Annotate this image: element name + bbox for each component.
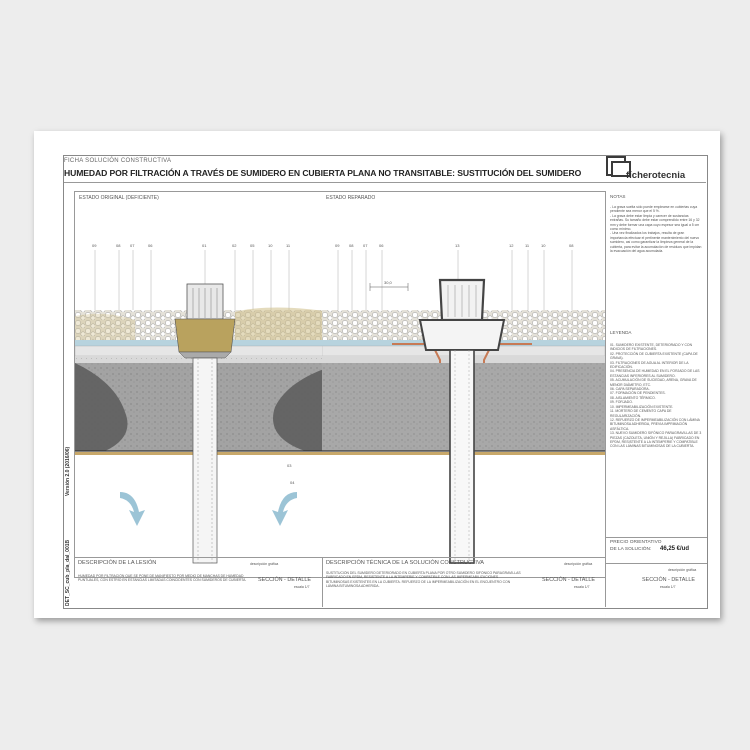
marker-label: 06 — [379, 243, 384, 248]
legend-label: LEYENDA — [610, 330, 632, 335]
logo-text: fícherotecnia — [626, 170, 686, 181]
price-label: PRECIO ORIENTATIVO — [610, 540, 662, 545]
price-label-2: DE LA SOLUCIÓN: — [610, 547, 652, 552]
side-code: DET_SC_cub_pla_dal_001B — [65, 539, 71, 606]
repaired-section-drawing — [322, 192, 605, 577]
notes-divider — [606, 563, 707, 564]
repaired-state-panel — [322, 191, 606, 578]
legend-text: 01. SUMIDERO EXISTENTE, DETERIORADO Y CON INDICIOS DE FILTRACIONES. 02. PROTECCIÓN DE CUBIERTA EXISTENTE (CAPA DE GRAVA). 03. FILTRACIONES DE AGUA AL INTERIOR DE LA EDIFICACIÓN. 04. PRESENCIA DE HUMEDAD EN EL FORJADO DE LAS ESTANCIAS INFERIORES AL SUMIDERO. 05. ACUMULACIÓN DE SUCIEDAD, ARENA, GRAVA DE MENOR DIÁMETRO, ETC. 06. CAPA SEPARADORA. 07. FORMACIÓN DE PENDIENTES. 08. AISLAMIENTO TÉRMICO. 09. FORJADO. 10. IMPERMEABILIZACIÓN EXISTENTE. 11. MORTERO DE CEMENTO CAPA DE REGULARIZACIÓN. 12. REFUERZO DE IMPERMEABILIZACIÓN CON LÁMINA BITUMINOSA ADHERIDA, PREVIA IMPRIMACIÓN ASFÁLTICA. 13. NUEVO SUMIDERO SIFÓNICO PARAGRAVILLAS DE 3 PIEZAS (CAZOLETA, UNIÓN Y REJILLA) FABRICADO EN EPDM, RESISTENTE A LA INTEMPERIE Y COMPATIBLE CON LAS LÁMINAS BITUMINOSAS DE LA CUBIERTA. — [610, 343, 702, 449]
lesion-scale-label: escala 1/7 — [294, 585, 310, 589]
marker-label: 10 — [541, 243, 546, 248]
notes-section-label: SECCIÓN - DETALLE — [642, 577, 695, 583]
solution-section-label: SECCIÓN - DETALLE — [542, 577, 595, 583]
marker-label: 11 — [525, 243, 530, 248]
original-section-drawing — [75, 192, 343, 577]
notes-text: - La grava suelta sólo puede emplearse en cubiertas cuya pendiente sea menor que el 5 %. - La grava debe estar limpia y carecer de sustancias extrañas. Su tamaño debe estar comprendido entre 16 y 32 mm y debe formar una capa cuyo espesor sea igual a 5 cm como mínimo. - Una vez finalizados los trabajos, resulta de gran importancia efectuar el pertinente mantenimiento del nuevo sumidero, así como garantizar la limpieza general de la cubierta, para evitar la acumulación de residuos que impidan la evacuación del agua acumulada. — [610, 205, 702, 254]
solution-graphic-desc: descripción gráfica — [564, 562, 593, 566]
svg-text:04: 04 — [290, 480, 295, 485]
marker-label: 06 — [148, 243, 153, 248]
lesion-text: HUMEDAD POR FILTRACIÓN QUE SE PONE DE MANIFIESTO POR MEDIO DE MANCHAS DE HUMEDAD PUNTUALES, CON ESTRÍO EN ESTANCIAS LIMITADAS COINCIDENTES CON SUMIDEROS DE CUBIERTA. — [78, 574, 247, 583]
lesion-heading: DESCRIPCIÓN DE LA LESIÓN — [78, 560, 157, 566]
notes-graphic-desc: descripción gráfica — [668, 568, 697, 572]
document-sheet — [34, 131, 720, 618]
marker-label: 05 — [250, 243, 255, 248]
marker-label: 13 — [455, 243, 460, 248]
lesion-section-label: SECCIÓN - DETALLE — [258, 577, 311, 583]
sheet-subtitle: FICHA SOLUCIÓN CONSTRUCTIVA — [64, 158, 172, 164]
marker-label: 10 — [268, 243, 273, 248]
original-state-panel — [74, 191, 344, 578]
lesion-graphic-desc: descripción gráfica — [250, 562, 279, 566]
solution-heading: DESCRIPCIÓN TÉCNICA DE LA SOLUCIÓN CONSTRUCTIVA — [326, 560, 484, 566]
bottom-mid-divider — [322, 557, 323, 607]
side-version: Versión 2.0 (2016/06) — [65, 446, 71, 496]
bottom-divider — [74, 557, 605, 558]
repaired-state-label: ESTADO REPARADO — [326, 195, 376, 201]
marker-label: 08 — [569, 243, 574, 248]
price-divider — [606, 537, 707, 538]
original-state-label: ESTADO ORIGINAL (DEFICIENTE) — [79, 195, 159, 201]
marker-label: 08 — [116, 243, 121, 248]
marker-label: 07 — [363, 243, 368, 248]
notes-label: NOTAS — [610, 194, 626, 199]
svg-text:03: 03 — [287, 463, 292, 468]
marker-label: 01 — [202, 243, 207, 248]
marker-label: 12 — [509, 243, 514, 248]
marker-label: 02 — [232, 243, 237, 248]
dimension-label: 30,0 — [384, 280, 392, 285]
marker-label: 11 — [286, 243, 291, 248]
header-divider — [64, 182, 706, 183]
marker-label: 08 — [349, 243, 354, 248]
solution-scale-label: escala 1/7 — [574, 585, 590, 589]
sheet-title: HUMEDAD POR FILTRACIÓN A TRAVÉS DE SUMIDERO EN CUBIERTA PLANA NO TRANSITABLE: SUSTITUCIÓN DEL SUMIDERO — [64, 168, 582, 178]
marker-label: 09 — [92, 243, 97, 248]
marker-label: 09 — [335, 243, 340, 248]
notes-scale-label: escala 1/7 — [660, 585, 676, 589]
price-value: 46,25 €/ud — [660, 546, 690, 552]
marker-label: 07 — [130, 243, 135, 248]
solution-text: SUSTITUCIÓN DEL SUMIDERO DETERIORADO EN CUBIERTA PLANA POR OTRO SUMIDERO SIFÓNICO PARAGRAVILLAS FABRICADO EN EPDM, RESISTENTE A LA INTEMPERIE Y COMPATIBLE CON LAS IMPERMEABILIZACIONES BITUMINOSAS EXISTENTES EN LA CUBIERTA. REFUERZO DE LA IMPERMEABILIZACIÓN EN EL ENCUENTRO CON LÁMINA BITUMINOSA ADHERIDA. — [326, 571, 521, 589]
notes-column — [605, 191, 707, 607]
